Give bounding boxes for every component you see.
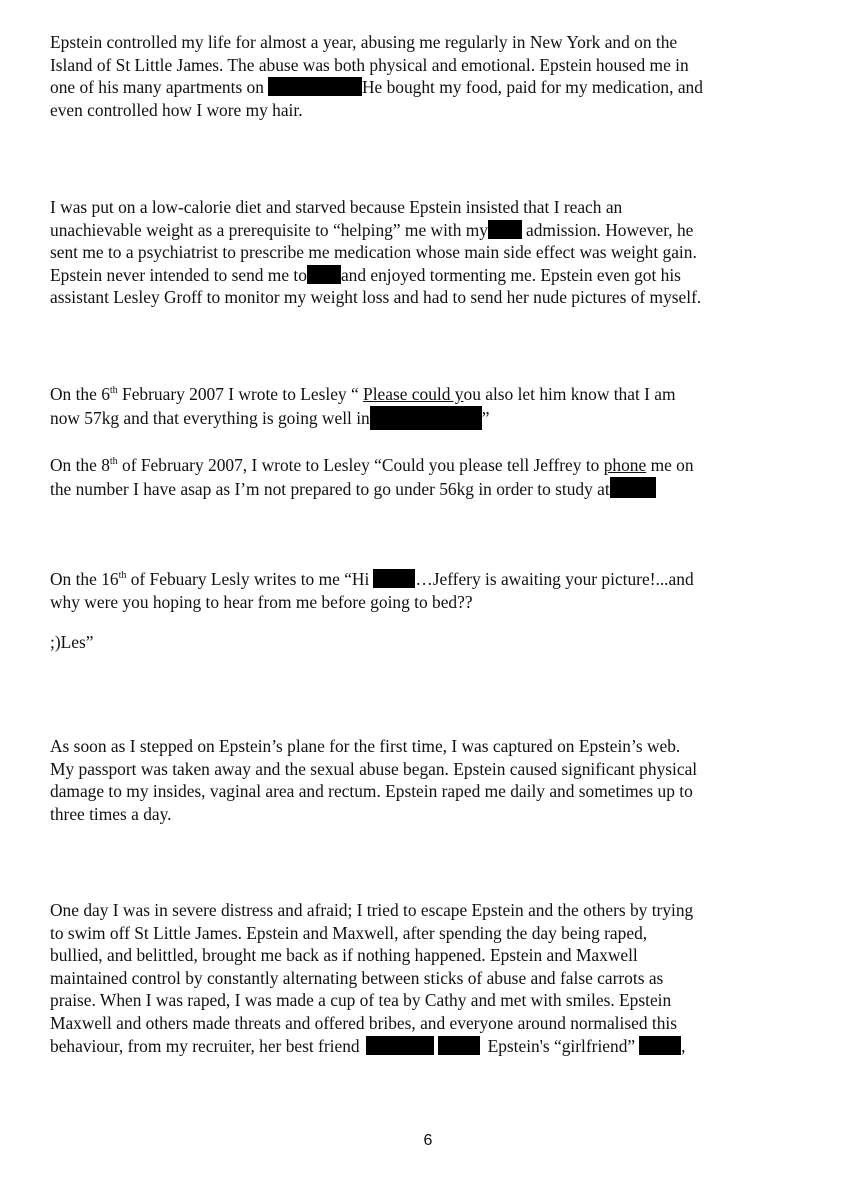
superscript: th	[109, 456, 118, 467]
text-line: three times a day.	[50, 803, 172, 824]
text-line: Maxwell and others made threats and offered bribes, and everyone around normalised this	[50, 1012, 677, 1033]
text-segment: He bought my food, paid for my medication, and	[361, 77, 703, 98]
text-line: ;)Les”	[50, 632, 94, 652]
text-segment: ”	[481, 407, 490, 428]
redaction-block	[488, 220, 522, 239]
text-line	[50, 219, 820, 242]
redaction-block	[370, 406, 482, 430]
text-line: As soon as I stepped on Epstein’s plane for the first time, I was captured on Epstein’s web.	[50, 736, 681, 756]
superscript: th	[118, 570, 127, 581]
text-line: Epstein controlled my life for almost a year, abusing me regularly in New York and on the	[50, 32, 678, 52]
text-segment: ou also let him know that I am	[463, 384, 676, 404]
text-line: assistant Lesley Groff to monitor my weight loss and had to send her nude pictures of myself.	[50, 287, 702, 308]
underlined-text: phone	[603, 455, 647, 475]
paragraph-email-6-feb	[50, 383, 820, 430]
text-line: damage to my insides, vaginal area and rectum. Epstein raped me daily and sometimes up to	[50, 781, 693, 802]
text-line: Island of St Little James. The abuse was both physical and emotional. Epstein housed me in	[50, 54, 689, 75]
text-segment: and enjoyed tormenting me. Epstein even got his	[340, 264, 681, 285]
text-segment: Epstein never intended to send me to	[50, 264, 307, 285]
redaction-block	[610, 477, 656, 498]
redaction-block	[268, 77, 362, 96]
text-line	[50, 406, 820, 430]
text-line	[50, 568, 820, 591]
text-segment: On the 6	[50, 384, 110, 404]
text-line: My passport was taken away and the sexual abuse began. Epstein caused significant physical	[50, 758, 698, 779]
paragraph-diet-control	[50, 196, 820, 309]
redaction-block	[438, 1036, 480, 1055]
text-line: One day I was in severe distress and afraid; I tried to escape Epstein and the others by trying	[50, 900, 694, 920]
underlined-text: Please could y	[363, 384, 464, 404]
page-number: 6	[423, 1132, 433, 1149]
text-segment: now 57kg and that everything is going well in	[50, 407, 370, 428]
redaction-block	[307, 265, 341, 284]
text-segment: of Febuary Lesly writes to me “Hi	[126, 569, 370, 589]
text-line	[50, 1035, 820, 1058]
text-line	[50, 264, 820, 287]
text-segment: On the 8	[50, 455, 110, 475]
paragraph-escape-attempt	[50, 899, 820, 1057]
text-line	[50, 454, 820, 477]
text-line: why were you hoping to hear from me before going to bed??	[50, 591, 473, 612]
text-segment: On the 16	[50, 569, 119, 589]
paragraph-signoff	[50, 631, 820, 654]
text-line: sent me to a psychiatrist to prescribe me medication whose main side effect was weight gain.	[50, 242, 697, 263]
redaction-block	[366, 1036, 434, 1055]
text-line: maintained control by constantly alternating between sticks of abuse and false carrots as	[50, 967, 664, 988]
paragraph-plane	[50, 735, 820, 825]
text-segment: …Jeffery is awaiting your picture!...and	[415, 569, 694, 589]
text-line	[50, 383, 820, 406]
redaction-block	[373, 569, 415, 588]
paragraph-email-8-feb	[50, 454, 820, 500]
text-line: bullied, and belittled, brought me back as if nothing happened. Epstein and Maxwell	[50, 945, 638, 966]
text-segment: behaviour, from my recruiter, her best friend	[50, 1035, 360, 1056]
text-line	[50, 477, 820, 501]
text-segment: of February 2007, I wrote to Lesley “Could you please tell Jeffrey to	[117, 455, 604, 475]
paragraph-apartment-control	[50, 31, 820, 121]
text-segment: admission. However, he	[526, 219, 694, 240]
text-line: I was put on a low-calorie diet and starved because Epstein insisted that I reach an	[50, 197, 623, 217]
text-line: praise. When I was raped, I was made a cup of tea by Cathy and met with smiles. Epstein	[50, 990, 672, 1011]
superscript: th	[109, 385, 118, 396]
text-segment: unachievable weight as a prerequisite to “helping” me with my	[50, 219, 489, 240]
redaction-block	[639, 1036, 681, 1055]
text-line: to swim off St Little James. Epstein and Maxwell, after spending the day being raped,	[50, 922, 648, 943]
text-line	[50, 76, 820, 99]
text-segment: me on	[646, 455, 694, 475]
text-segment: the number I have asap as I’m not prepared to go under 56kg in order to study at	[50, 478, 610, 499]
text-segment: ,	[681, 1035, 686, 1056]
paragraph-email-16-feb	[50, 568, 820, 613]
text-segment: Epstein's “girlfriend”	[487, 1035, 636, 1056]
text-segment: February 2007 I wrote to Lesley “	[117, 384, 364, 404]
text-line: even controlled how I wore my hair.	[50, 99, 303, 120]
text-segment: one of his many apartments on	[50, 77, 264, 98]
